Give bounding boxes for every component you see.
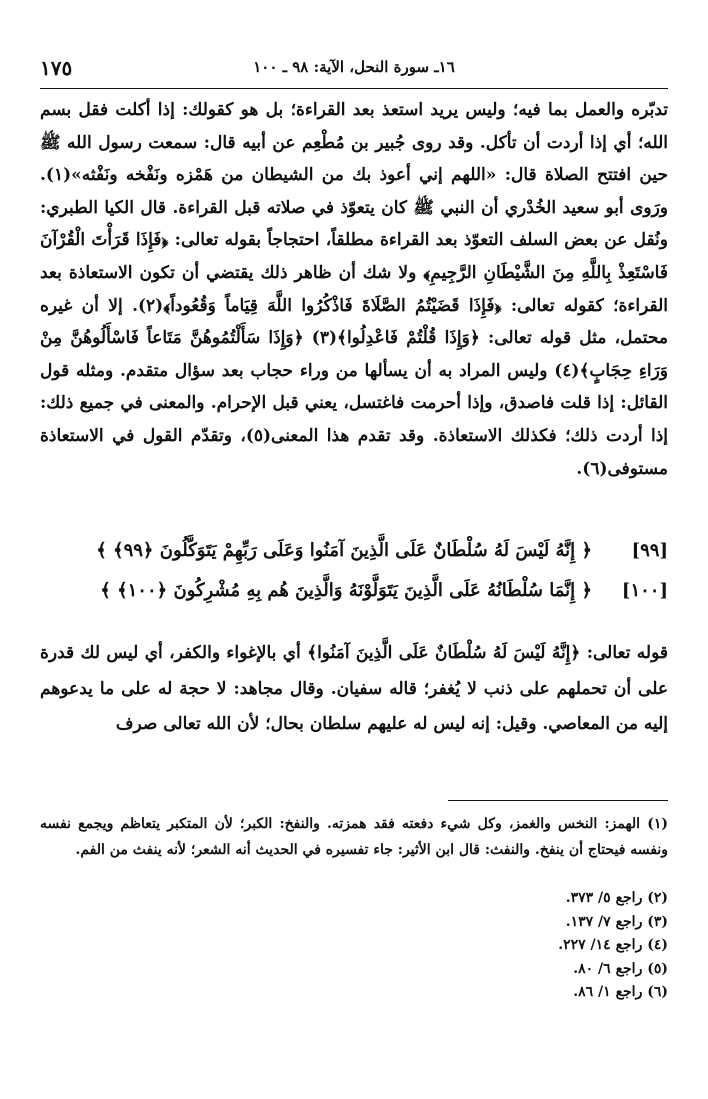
footnote-3: (٣) راجع ٧/ ١٣٧. bbox=[565, 913, 668, 930]
footnote-list bbox=[40, 887, 668, 1005]
footnote-5: (٥) راجع ٦/ ٨٠. bbox=[573, 960, 668, 977]
verse-block bbox=[40, 540, 668, 620]
footnote-1: (١) الهمز: النخس والغمز، وكل شيء دفعته فقد همزته. والنفخ: الكبر؛ لأن المتكبر يتعاظم ويجمع نفسه ونفسه فيحتاج أن ينفخ. والنفث: قال ابن الأثير: جاء تفسيره في الحديث أنه الشعر؛ لأنه ينفث من الفم. bbox=[40, 816, 668, 858]
main-text bbox=[40, 94, 668, 485]
verse-text: ﴿ إِنَّمَا سُلْطَانُهُ عَلَى الَّذِينَ يَتَوَلَّوْنَهُ وَالَّذِينَ هُم بِهِ مُشْرِكُونَ ﴿١٠٠﴾ ﴾ bbox=[100, 580, 592, 601]
running-title: ١٦ـ سورة النحل، الآية: ٩٨ ـ ١٠٠ bbox=[253, 58, 455, 76]
header-divider bbox=[40, 88, 668, 89]
verse-text: ﴿ إِنَّهُ لَيْسَ لَهُ سُلْطَانٌ عَلَى الَّذِينَ آمَنُوا وَعَلَى رَبِّهِمْ يَتَوَكَّلُونَ ﴿٩٩﴾ ﴾ bbox=[96, 540, 592, 561]
footnotes bbox=[40, 812, 668, 863]
verse-100 bbox=[40, 580, 668, 620]
footnote-divider bbox=[448, 800, 668, 801]
verse-number: [١٠٠] bbox=[621, 580, 668, 601]
footnote-6: (٦) راجع ١/ ٨٦. bbox=[573, 984, 668, 1000]
page-header bbox=[40, 56, 668, 86]
footnote-2: (٢) راجع ٥/ ٣٧٣. bbox=[565, 890, 668, 906]
main-paragraph: تدبّره والعمل بما فيه؛ وليس يريد استعذ بعد القراءة؛ بل هو كقولك: إذا أكلت فقل بسم الله؛ أي إذا أردت أن تأكل. وقد روى جُبير بن مُطْعِم عن أبيه قال: سمعت رسول الله ﷺ حين افتتح الصلاة قال: «اللهم إني أعوذ بك من الشيطان من هَمْزه ونَفْخه ونَفْثه»(١). ورَوى أبو سعيد الخُدْري أن النبي ﷺ كان يتعوّذ في صلاته قبل القراءة. قال الكيا الطبري: ونُقل عن بعض السلف التعوّذ بعد القراءة مطلقاً، احتجاجاً بقوله تعالى: ﴿فَإِذَا قَرَأْتَ الْقُرْآنَ فَاسْتَعِذْ بِاللَّهِ مِنَ الشَّيْطَانِ الرَّجِيمِ﴾ ولا شك أن ظاهر ذلك يقتضي أن تكون الاستعاذة بعد القراءة؛ كقوله تعالى: ﴿فَإِذَا قَضَيْتُمُ الصَّلَاةَ فَاذْكُرُوا اللَّهَ قِيَاماً وَقُعُوداً﴾(٢). إلا أن غيره محتمل، مثل قوله تعالى: ﴿وَإِذَا قُلْتُمْ فَاعْدِلُوا﴾(٣) ﴿وَإِذَا سَأَلْتُمُوهُنَّ مَتَاعاً فَاسْأَلُوهُنَّ مِنْ وَرَاءِ حِجَابٍ﴾(٤) وليس المراد به أن يسألها من وراء حجاب بعد سؤال متقدم. ومثله قول القائل: إذا قلت فاصدق، وإذا أحرمت فاغتسل، يعني قبل الإحرام. والمعنى في جميع ذلك: إذا أردت ذلك؛ فكذلك الاستعاذة. وقد تقدم هذا المعنى(٥)، وتقدّم القول في الاستعاذة مستوفى(٦). bbox=[40, 100, 668, 479]
footnote-4: (٤) راجع ١٤/ ٢٢٧. bbox=[558, 937, 668, 953]
verse-99 bbox=[40, 540, 668, 580]
commentary-text bbox=[40, 636, 668, 743]
commentary-paragraph: قوله تعالى: ﴿إِنَّهُ لَيْسَ لَهُ سُلْطَانٌ عَلَى الَّذِينَ آمَنُوا﴾ أي بالإغواء والكفر، أي ليس لك قدرة على أن تحملهم على ذنب لا يُغفر؛ قاله سفيان. وقال مجاهد: لا حجة له على ما يدعوهم إليه من المعاصي. وقيل: إنه ليس له عليهم سلطان بحال؛ لأن الله تعالى صرف bbox=[40, 643, 668, 734]
verse-number: [٩٩] bbox=[631, 540, 668, 561]
page-number: ١٧٥ bbox=[40, 56, 73, 80]
